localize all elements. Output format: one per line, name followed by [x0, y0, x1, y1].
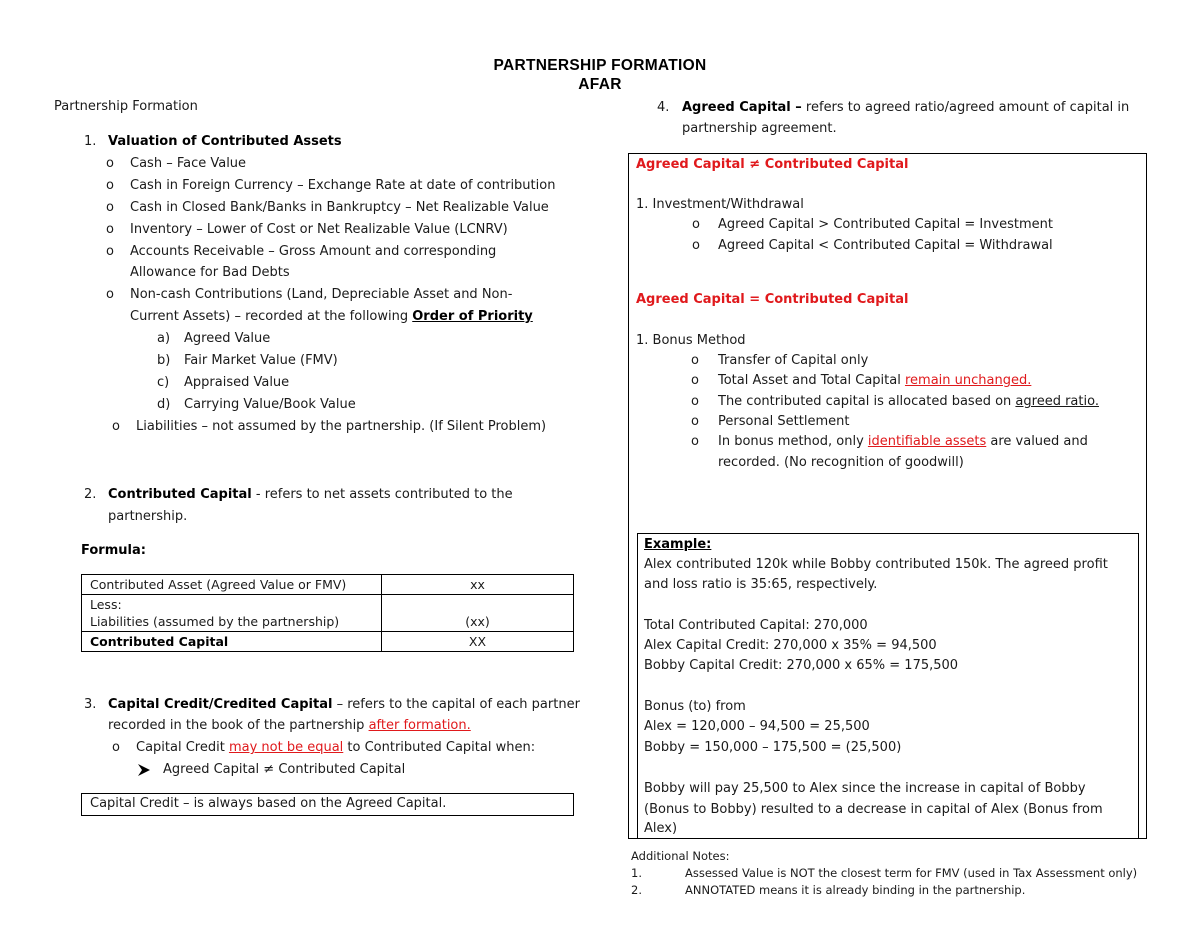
example-line: Alex contributed 120k while Bobby contributed 150k. The agreed profit: [644, 557, 1108, 572]
table-cell: Contributed Asset (Agreed Value or FMV): [82, 575, 382, 595]
s3-desc: – refers to the capital of each partner: [332, 697, 580, 712]
bullet: o: [106, 178, 114, 193]
s4-number: 4.: [657, 100, 670, 115]
list-item-text: Total Asset and Total Capital: [718, 373, 905, 388]
bullet: o: [692, 217, 700, 232]
priority-mark: a): [157, 331, 171, 346]
s3-desc-text: recorded in the book of the partnership: [108, 718, 369, 733]
order-of-priority: Order of Priority: [412, 309, 533, 324]
priority-item: Appraised Value: [184, 375, 290, 390]
agreed-ratio: agreed ratio.: [1015, 394, 1099, 409]
notes-title: Additional Notes:: [631, 849, 730, 863]
list-item: Personal Settlement: [718, 414, 850, 429]
box-heading-not-equal: Agreed Capital ≠ Contributed Capital: [636, 157, 909, 172]
may-not-be-equal: may not be equal: [228, 740, 344, 755]
table-cell: [82, 595, 382, 632]
s3-subitem: [136, 739, 535, 757]
list-item: Non-cash Contributions (Land, Depreciable Asset and Non-: [130, 287, 513, 302]
s4-heading: Agreed Capital –: [682, 100, 802, 115]
list-item: Cash – Face Value: [130, 156, 247, 171]
table-cell: xx: [382, 575, 574, 595]
liabilities-item: Liabilities – not assumed by the partnership. (If Silent Problem): [136, 419, 547, 434]
remain-unchanged: remain unchanged.: [904, 373, 1032, 388]
s1-heading: Valuation of Contributed Assets: [108, 134, 342, 149]
bullet: o: [106, 287, 114, 302]
list-item: Agreed Capital > Contributed Capital = Investment: [718, 217, 1053, 232]
priority-item: Agreed Value: [184, 331, 271, 346]
list-item-cont: [130, 308, 533, 326]
s4-desc: refers to agreed ratio/agreed amount of capital in: [801, 100, 1130, 115]
priority-mark: b): [157, 353, 171, 368]
arrow-icon: [137, 761, 151, 779]
s3-sub-text-end: to Contributed Capital when:: [343, 740, 536, 755]
bullet: o: [106, 156, 114, 171]
example-label: Example:: [644, 537, 712, 552]
bullet: o: [691, 414, 699, 429]
list-item: [718, 372, 1031, 390]
after-formation: after formation.: [368, 718, 471, 733]
list-item-cont: Allowance for Bad Debts: [130, 265, 290, 280]
list-item: Inventory – Lower of Cost or Net Realizable Value (LCNRV): [130, 222, 508, 237]
list-item: Cash in Closed Bank/Banks in Bankruptcy – Net Realizable Value: [130, 200, 549, 215]
s2-text: [108, 486, 513, 504]
list-item: Cash in Foreign Currency – Exchange Rate at date of contribution: [130, 178, 556, 193]
liabilities-label: Liabilities (assumed by the partnership): [90, 614, 340, 629]
example-line: and loss ratio is 35:65, respectively.: [644, 577, 878, 592]
note-item: Assessed Value is NOT the closest term for FMV (used in Tax Assessment only): [685, 866, 1138, 880]
table-row: [82, 595, 574, 632]
example-line: Bobby will pay 25,500 to Alex since the increase in capital of Bobby: [644, 781, 1086, 796]
s3-desc-cont: [108, 717, 471, 735]
list-item: Transfer of Capital only: [718, 353, 869, 368]
table-cell: XX: [382, 632, 574, 652]
priority-item: Fair Market Value (FMV): [184, 353, 338, 368]
table-cell: Contributed Capital: [82, 632, 382, 652]
capital-credit-text: Capital Credit – is always based on the Agreed Capital.: [90, 796, 447, 811]
investment-withdrawal-title: 1. Investment/Withdrawal: [636, 197, 804, 212]
example-line: Alex Capital Credit: 270,000 x 35% = 94,500: [644, 638, 937, 653]
bullet: o: [106, 244, 114, 259]
s3-number: 3.: [84, 697, 97, 712]
identifiable-assets: identifiable assets: [867, 434, 987, 449]
example-line: Alex): [644, 821, 678, 836]
s2-number: 2.: [84, 487, 97, 502]
list-item-cont: recorded. (No recognition of goodwill): [718, 455, 964, 470]
example-line: Bonus (to) from: [644, 699, 746, 714]
s3-text: [108, 696, 580, 714]
list-item: Accounts Receivable – Gross Amount and corresponding: [130, 244, 497, 259]
page-title: PARTNERSHIP FORMATION: [493, 57, 707, 74]
bonus-method-title: 1. Bonus Method: [636, 333, 746, 348]
example-line: Bobby = 150,000 – 175,500 = (25,500): [644, 740, 902, 755]
table-cell: (xx): [382, 595, 574, 632]
bullet: o: [691, 353, 699, 368]
bullet: o: [691, 434, 699, 449]
example-line: Alex = 120,000 – 94,500 = 25,500: [644, 719, 870, 734]
page-subtitle: AFAR: [578, 76, 622, 93]
list-item-text: The contributed capital is allocated based on: [718, 394, 1016, 409]
note-number: 1.: [631, 866, 642, 880]
bullet: o: [106, 222, 114, 237]
example-line: (Bonus to Bobby) resulted to a decrease in capital of Alex (Bonus from: [644, 802, 1103, 817]
table-row: [82, 575, 574, 595]
list-item-text: Current Assets) – recorded at the following: [130, 309, 413, 324]
s4-desc-cont: partnership agreement.: [682, 121, 837, 136]
formula-table: [81, 574, 574, 652]
bullet: o: [106, 200, 114, 215]
box-heading-equal: Agreed Capital = Contributed Capital: [636, 292, 909, 307]
section-title: Partnership Formation: [54, 99, 198, 114]
list-item-text-end: are valued and: [986, 434, 1088, 449]
s2-desc-cont: partnership.: [108, 509, 188, 524]
priority-item: Carrying Value/Book Value: [184, 397, 356, 412]
list-item: Agreed Capital < Contributed Capital = Withdrawal: [718, 238, 1053, 253]
formula-label: Formula:: [81, 543, 146, 558]
s1-number: 1.: [84, 134, 97, 149]
bullet: o: [691, 394, 699, 409]
arrow-item: Agreed Capital ≠ Contributed Capital: [163, 762, 406, 777]
note-number: 2.: [631, 883, 642, 897]
bullet: o: [112, 419, 120, 434]
capital-credit-box: [81, 793, 574, 816]
s3-sub-text: Capital Credit: [136, 740, 229, 755]
table-row: [82, 632, 574, 652]
s4-text: [682, 99, 1129, 117]
bullet: o: [692, 238, 700, 253]
priority-mark: c): [157, 375, 170, 390]
example-line: Bobby Capital Credit: 270,000 x 65% = 175,500: [644, 658, 959, 673]
list-item: [718, 393, 1099, 411]
list-item: [718, 433, 1088, 451]
note-item: ANNOTATED means it is already binding in the partnership.: [685, 883, 1026, 897]
bullet: o: [112, 740, 120, 755]
bullet: o: [691, 373, 699, 388]
s3-heading: Capital Credit/Credited Capital: [108, 697, 333, 712]
less-label: Less:: [90, 597, 122, 612]
example-line: Total Contributed Capital: 270,000: [644, 618, 868, 633]
s2-desc: - refers to net assets contributed to the: [251, 487, 513, 502]
list-item-text: In bonus method, only: [718, 434, 868, 449]
priority-mark: d): [157, 397, 171, 412]
s2-heading: Contributed Capital: [108, 487, 252, 502]
